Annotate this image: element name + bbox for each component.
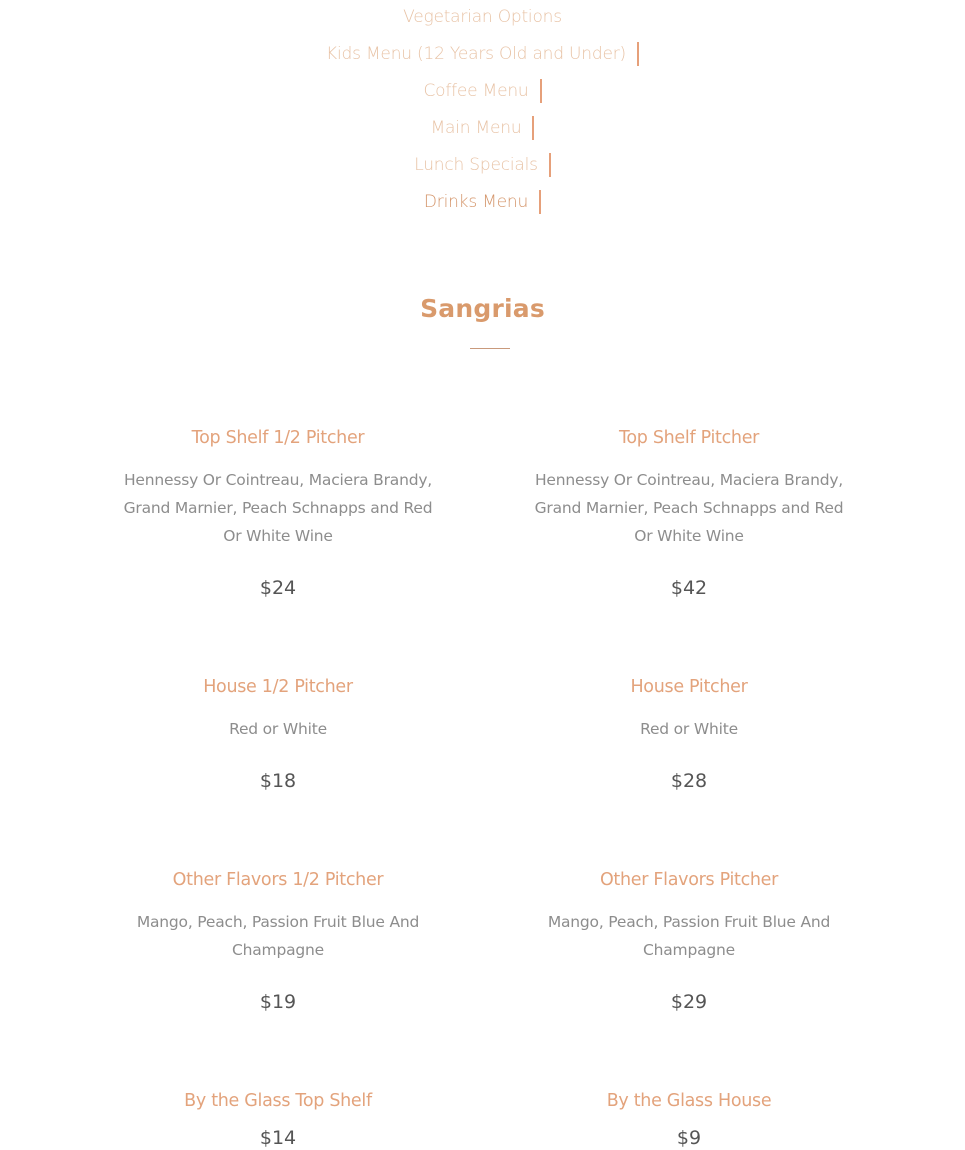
menu-item-description: Mango, Peach, Passion Fruit Blue And Champagne <box>136 913 420 959</box>
menu-item-name: House Pitcher <box>630 677 748 697</box>
menu-item-price: $24 <box>259 577 297 599</box>
menu-item-name: Other Flavors 1/2 Pitcher <box>172 870 384 890</box>
section-title: Sangrias <box>420 294 545 323</box>
nav-separator <box>637 42 639 66</box>
section-divider <box>470 348 510 349</box>
menu-item <box>524 868 854 1014</box>
menu-item-price: $29 <box>670 991 708 1013</box>
nav-separator <box>539 190 541 214</box>
menu-item <box>113 426 443 600</box>
menu-item-description: Red or White <box>640 720 738 738</box>
nav-item-lunch-specials[interactable] <box>0 146 965 183</box>
menu-item <box>113 1089 443 1150</box>
menu-item <box>524 426 854 600</box>
nav-separator <box>549 153 551 177</box>
menu-item-name: By the Glass House <box>606 1091 772 1111</box>
menu-item-description: Hennessy Or Cointreau, Maciera Brandy, Grand Marnier, Peach Schnapps and Red Or White Wine <box>534 471 844 545</box>
nav-item-vegetarian-options[interactable] <box>0 0 965 35</box>
menu-item-description: Red or White <box>229 720 327 738</box>
menu-item <box>524 1089 854 1150</box>
nav-item-label[interactable]: Drinks Menu <box>423 191 529 212</box>
nav-item-main-menu[interactable] <box>0 109 965 146</box>
menu-item-name: By the Glass Top Shelf <box>184 1091 372 1111</box>
menu-item-price: $28 <box>670 770 708 792</box>
menu-item <box>524 675 854 793</box>
nav-item-label[interactable]: Kids Menu (12 Years Old and Under) <box>326 43 626 64</box>
menu-item-price: $18 <box>259 770 297 792</box>
menu-item-description: Mango, Peach, Passion Fruit Blue And Champagne <box>547 913 831 959</box>
menu-item-price: $14 <box>259 1127 297 1149</box>
menu-item-name: Top Shelf Pitcher <box>618 428 760 448</box>
nav-separator <box>540 79 542 103</box>
menu-item-name: Top Shelf 1/2 Pitcher <box>191 428 365 448</box>
nav-item-label[interactable]: Lunch Specials <box>414 154 538 175</box>
nav-item-kids-menu[interactable] <box>0 35 965 72</box>
nav-item-label[interactable]: Main Menu <box>430 117 522 138</box>
nav-item-label[interactable]: Vegetarian Options <box>403 6 562 27</box>
menu-item-name: House 1/2 Pitcher <box>203 677 353 697</box>
nav-item-drinks-menu[interactable] <box>0 183 965 220</box>
nav-item-coffee-menu[interactable] <box>0 72 965 109</box>
menu-item-description: Hennessy Or Cointreau, Maciera Brandy, Grand Marnier, Peach Schnapps and Red Or White Wine <box>123 471 433 545</box>
menu-item <box>113 868 443 1014</box>
menu-item-price: $42 <box>670 577 708 599</box>
menu-item <box>113 675 443 793</box>
nav-item-label[interactable]: Coffee Menu <box>423 80 529 101</box>
menu-item-name: Other Flavors Pitcher <box>599 870 779 890</box>
menu-item-price: $9 <box>676 1127 702 1149</box>
menu-item-price: $19 <box>259 991 297 1013</box>
nav-separator <box>532 116 534 140</box>
